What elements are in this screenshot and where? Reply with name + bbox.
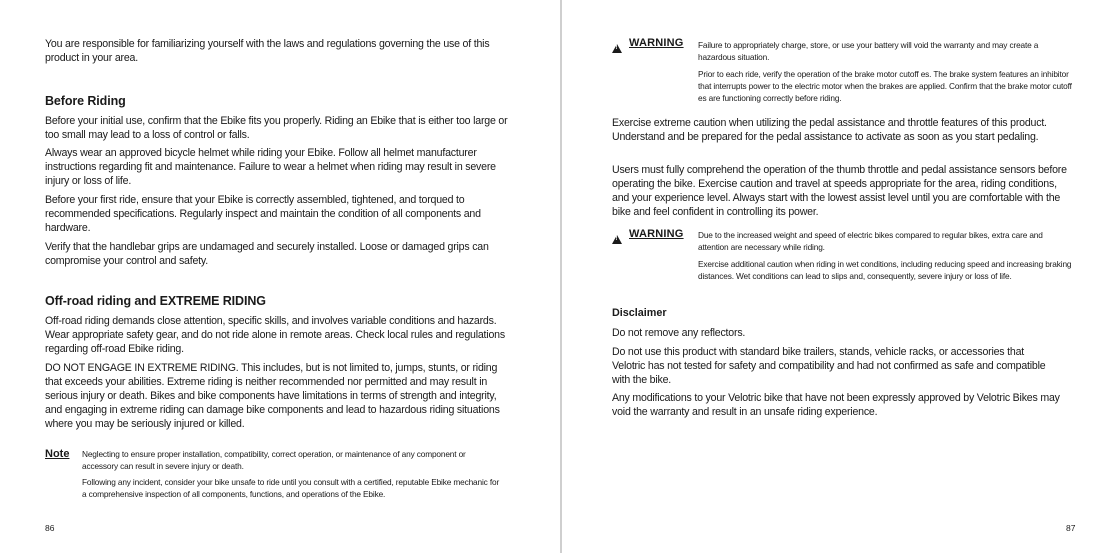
disclaimer-paragraph: Do not use this product with standard bike trailers, stands, vehicle racks, or accessories that Velotric has not tested for safety and compatibility and had not confirmed as safe and compatible with the bike. [612, 346, 1046, 386]
warning-paragraph: Exercise additional caution when riding in wet conditions, including reducing speed and increasing braking distances. Wet conditions can lead to slips and, consequently, severe injury or loss of life. [698, 259, 1072, 281]
warning-paragraph: Prior to each ride, verify the operation of the brake motor cutoff es. The brake system features an inhibitor that interrupts power to the electric motor when the brakes are applied. Confirm that the brake motor cutoff es are functioning correctly before riding. [698, 69, 1072, 103]
page-number: 86 [45, 523, 55, 533]
note-paragraph: Neglecting to ensure proper installation, compatibility, correct operation, or maintenance of any component or accessory can result in severe injury or death. [82, 449, 466, 471]
warning-label: WARNING [629, 37, 684, 49]
before-riding-paragraph: Before your first ride, ensure that your Ebike is correctly assembled, tightened, and torqued to recommended specifications. Regularly inspect and maintain the condition of all components and hardware. [45, 194, 481, 234]
before-riding-paragraph: Before your initial use, confirm that the Ebike fits you properly. Riding an Ebike that is either too large or too small may lead to a loss of control or falls. [45, 115, 508, 141]
disclaimer-paragraph: Do not remove any reflectors. [612, 327, 746, 339]
warning-icon [612, 230, 622, 248]
disclaimer-heading: Disclaimer [612, 307, 667, 319]
right-paragraph: Users must fully comprehend the operation of the thumb throttle and pedal assistance sensors before operating the bike. Exercise caution and travel at speeds appropriate for the area, riding conditions, and your experience level. Always start with the lowest assist level until you are comfortable with the bike and feel confident in controlling its power. [612, 164, 1067, 218]
right-page [562, 0, 1111, 553]
disclaimer-paragraph: Any modifications to your Velotric bike that have not been expressly approved by Velotric Bikes may void the warranty and result in an unsafe riding experience. [612, 392, 1060, 418]
warning-paragraph: Due to the increased weight and speed of electric bikes compared to regular bikes, extra care and attention are necessary while riding. [698, 230, 1043, 252]
page-number: 87 [1066, 523, 1076, 533]
warning-paragraph: Failure to appropriately charge, store, or use your battery will void the warranty and may create a hazardous situation. [698, 40, 1039, 62]
before-riding-paragraph: Always wear an approved bicycle helmet while riding your Ebike. Follow all helmet manufacturer instructions regarding fit and maintenance. Failure to wear a helmet when riding may result in severe injury or loss of life. [45, 147, 496, 187]
offroad-paragraph: DO NOT ENGAGE IN EXTREME RIDING. This includes, but is not limited to, jumps, stunts, or riding that exceeds your abilities. Extreme riding is neither recommended nor permitted and may result in serious injury or death. Bikes and bike components have limitations in terms of strength and integrity, and engaging in extreme riding can damage bike components and lead to hazardous riding situations where you may be seriously injured or killed. [45, 362, 500, 430]
warning-label: WARNING [629, 228, 684, 240]
intro-paragraph: You are responsible for familiarizing yourself with the laws and regulations governing the use of this product in your area. [45, 38, 490, 64]
before-riding-paragraph: Verify that the handlebar grips are undamaged and securely installed. Loose or damaged grips can compromise your control and safety. [45, 241, 489, 267]
right-paragraph: Exercise extreme caution when utilizing the pedal assistance and throttle features of this product. Understand and be prepared for the pedal assistance to activate as soon as you start pedaling. [612, 117, 1047, 143]
warning-icon [612, 39, 622, 57]
offroad-paragraph: Off-road riding demands close attention, specific skills, and involves variable conditions and hazards. Wear appropriate safety gear, and do not ride alone in remote areas. Check local rules and regulations regarding off-road Ebike riding. [45, 315, 505, 355]
offroad-heading: Off-road riding and EXTREME RIDING [45, 294, 266, 308]
note-label: Note [45, 448, 70, 460]
before-riding-heading: Before Riding [45, 94, 126, 108]
note-paragraph: Following any incident, consider your bike unsafe to ride until you consult with a certified, reputable Ebike mechanic for a comprehensive inspection of all components, functions, and operations of the Ebike. [82, 477, 500, 499]
